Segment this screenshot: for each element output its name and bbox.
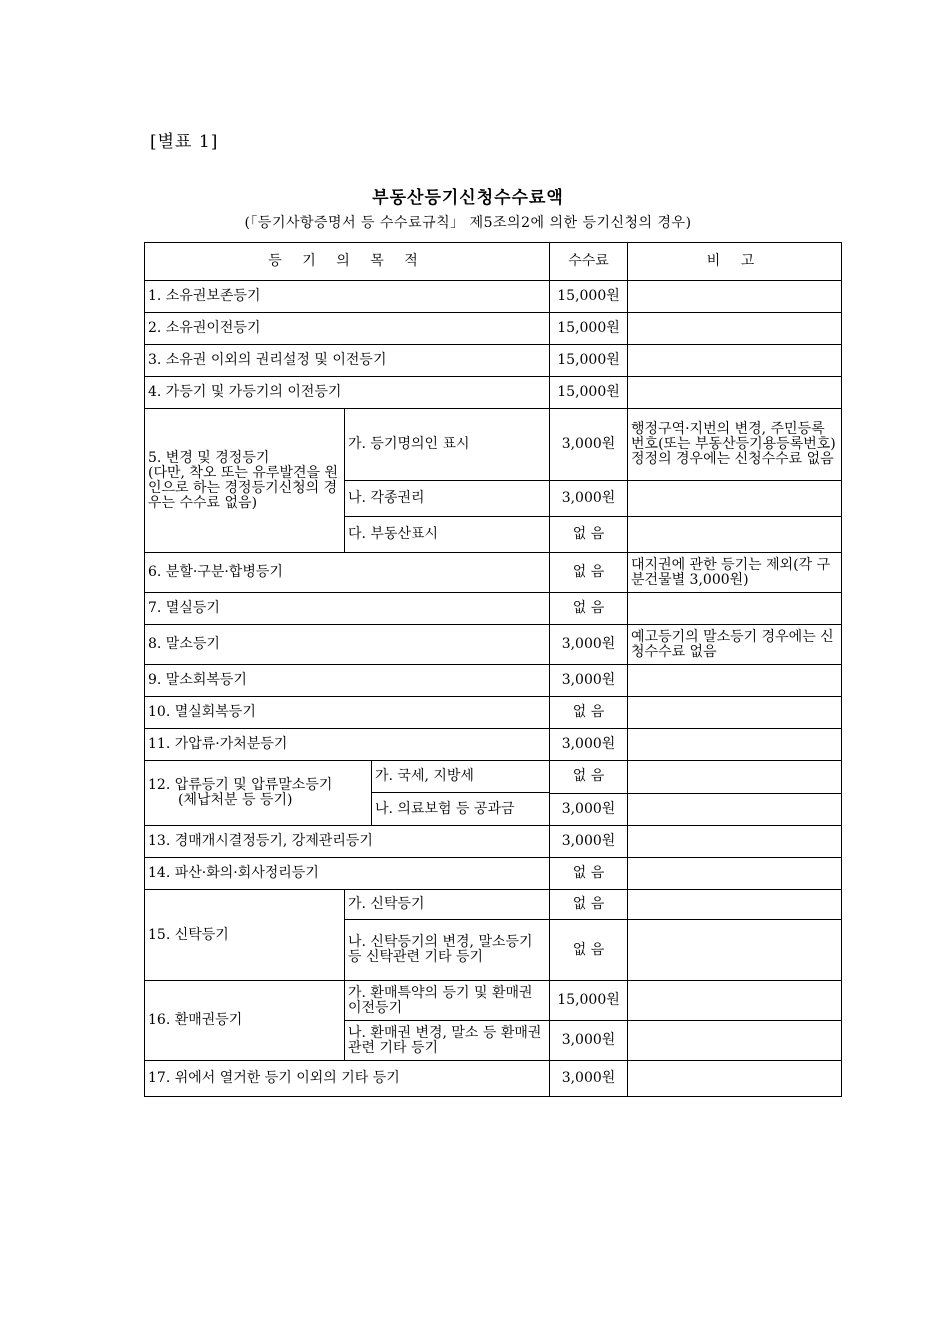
row-purpose: 14. 파산·화의·회사정리등기	[145, 858, 550, 890]
row-fee: 없 음	[550, 593, 628, 625]
sub-item-remark	[628, 890, 842, 920]
sub-item-remark	[628, 793, 842, 826]
row-fee: 15,000원	[550, 377, 628, 409]
sub-item-label: 나. 신탁등기의 변경, 말소등기 등 신탁관련 기타 등기	[345, 920, 550, 981]
sub-item-remark	[628, 981, 842, 1021]
sub-item-fee: 없 음	[550, 517, 628, 553]
row-purpose: 16. 환매권등기	[145, 981, 345, 1061]
document-title: 부동산등기신청수수료액	[372, 188, 564, 208]
sub-item-fee: 없 음	[550, 890, 628, 920]
row-purpose-group	[145, 761, 550, 826]
header-remark: 비 고	[628, 243, 842, 281]
sub-item-fee: 3,000원	[550, 481, 628, 517]
row-fee: 15,000원	[550, 313, 628, 345]
row-fee: 15,000원	[550, 281, 628, 313]
row-remark	[628, 697, 842, 729]
sub-item-fee: 3,000원	[550, 793, 628, 826]
fee-table	[144, 242, 842, 1097]
table-header-row	[145, 243, 842, 281]
row-purpose-note: (다만, 착오 또는 유루발견을 원인으로 하는 경정등기신청의 경우는 수수료 없음)	[148, 464, 339, 511]
sub-item-remark	[628, 517, 842, 553]
row-remark: 대지권에 관한 등기는 제외(각 구분건물별 3,000원)	[628, 553, 842, 593]
row-purpose: 5. 변경 및 경정등기	[148, 449, 270, 466]
table-row	[145, 593, 842, 625]
table-row	[145, 826, 842, 858]
table-row	[145, 697, 842, 729]
row-fee: 3,000원	[550, 625, 628, 665]
row-remark	[628, 1061, 842, 1097]
row-remark	[628, 345, 842, 377]
sub-item-label: 가. 신탁등기	[345, 890, 550, 920]
row-purpose: 1. 소유권보존등기	[145, 281, 550, 313]
row-purpose-group	[145, 409, 345, 553]
table-row	[145, 553, 842, 593]
table-row	[145, 729, 842, 761]
header-purpose: 등 기 의 목 적	[145, 243, 550, 281]
sub-item-fee: 3,000원	[550, 1021, 628, 1061]
row-purpose: 12. 압류등기 및 압류말소등기	[148, 777, 333, 793]
row-fee: 3,000원	[550, 729, 628, 761]
row-purpose-note: (체납처분 등 등기)	[178, 792, 293, 808]
row-purpose: 17. 위에서 열거한 등기 이외의 기타 등기	[145, 1061, 550, 1097]
row-purpose: 9. 말소회복등기	[145, 665, 550, 697]
row-remark	[628, 281, 842, 313]
table-row	[145, 313, 842, 345]
row-purpose: 11. 가압류·가처분등기	[145, 729, 550, 761]
row-fee: 없 음	[550, 858, 628, 890]
nested-row-layout	[145, 761, 549, 825]
sub-item-remark	[628, 761, 842, 794]
row-fee: 15,000원	[550, 345, 628, 377]
row-remark	[628, 377, 842, 409]
sub-item-fee: 3,000원	[550, 409, 628, 481]
row-remark	[628, 858, 842, 890]
row-purpose: 6. 분할·구분·합병등기	[145, 553, 550, 593]
row-fee: 3,000원	[550, 1061, 628, 1097]
row-remark	[628, 665, 842, 697]
sub-item-remark	[628, 1021, 842, 1061]
row-purpose: 4. 가등기 및 가등기의 이전등기	[145, 377, 550, 409]
row-fee: 3,000원	[550, 826, 628, 858]
sub-item-label: 가. 환매특약의 등기 및 환매권 이전등기	[345, 981, 550, 1021]
sub-item-fee: 없 음	[550, 920, 628, 981]
row-remark	[628, 826, 842, 858]
annex-label: [별표 1]	[150, 132, 219, 152]
row-fee: 없 음	[550, 553, 628, 593]
table-row	[145, 625, 842, 665]
sub-item-fee: 없 음	[550, 761, 628, 794]
row-purpose: 13. 경매개시결정등기, 강제관리등기	[145, 826, 550, 858]
document-subtitle: (「등기사항증명서 등 수수료규칙」 제5조의2에 의한 등기신청의 경우)	[244, 215, 692, 231]
row-purpose: 8. 말소등기	[145, 625, 550, 665]
sub-item-remark	[628, 920, 842, 981]
row-fee: 없 음	[550, 697, 628, 729]
table-row	[145, 377, 842, 409]
sub-item-stack	[372, 761, 550, 825]
sub-item-label: 나. 환매권 변경, 말소 등 환매권 관련 기타 등기	[345, 1021, 550, 1061]
header-fee: 수수료	[550, 243, 628, 281]
sub-item-label: 다. 부동산표시	[345, 517, 550, 553]
row-remark	[628, 729, 842, 761]
row-fee: 3,000원	[550, 665, 628, 697]
sub-item-fee: 15,000원	[550, 981, 628, 1021]
sub-item-label: 나. 각종권리	[345, 481, 550, 517]
row-remark	[628, 313, 842, 345]
sub-item-label: 가. 국세, 지방세	[372, 761, 549, 793]
table-row	[145, 665, 842, 697]
row-remark: 예고등기의 말소등기 경우에는 신청수수료 없음	[628, 625, 842, 665]
table-row	[145, 858, 842, 890]
sub-item-remark	[628, 481, 842, 517]
table-row	[145, 890, 842, 920]
sub-item-label: 가. 등기명의인 표시	[345, 409, 550, 481]
table-row	[145, 761, 842, 794]
table-row	[145, 281, 842, 313]
fee-table-container	[144, 242, 842, 1097]
row-purpose: 7. 멸실등기	[145, 593, 550, 625]
row-purpose: 2. 소유권이전등기	[145, 313, 550, 345]
row-purpose-cell	[145, 761, 372, 825]
table-row	[145, 981, 842, 1021]
row-remark	[628, 593, 842, 625]
row-purpose: 3. 소유권 이외의 권리설정 및 이전등기	[145, 345, 550, 377]
row-purpose: 10. 멸실회복등기	[145, 697, 550, 729]
table-row	[145, 1061, 842, 1097]
row-purpose: 15. 신탁등기	[145, 890, 345, 981]
table-row	[145, 345, 842, 377]
table-row	[145, 409, 842, 481]
sub-item-remark: 행정구역·지번의 변경, 주민등록번호(또는 부동산등기용등록번호) 정정의 경우에는 신청수수료 없음	[628, 409, 842, 481]
sub-item-label: 나. 의료보험 등 공과금	[375, 801, 515, 817]
